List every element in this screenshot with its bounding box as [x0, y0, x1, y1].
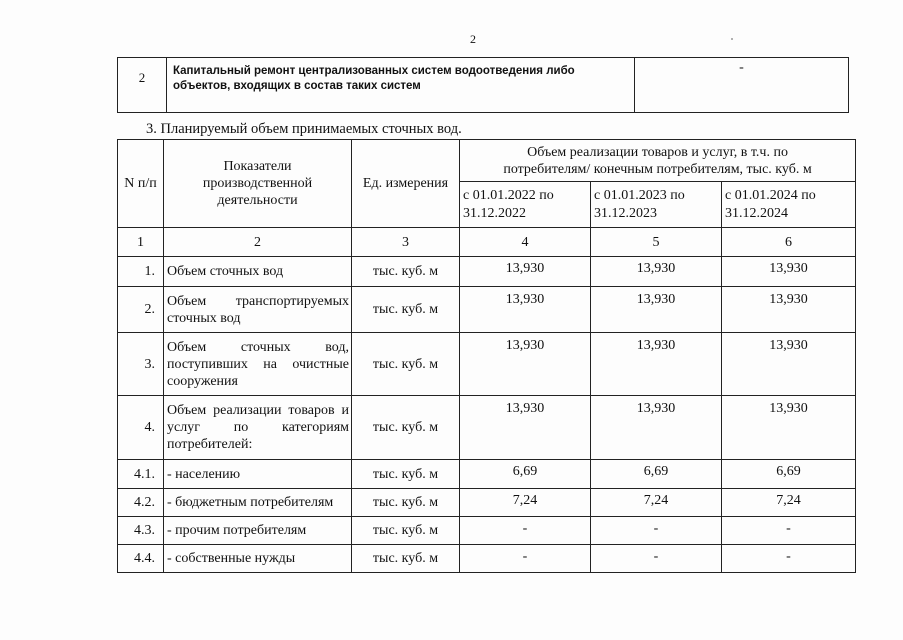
row-value: 13,930	[460, 396, 591, 460]
table-row	[118, 396, 856, 460]
header-period-2022: с 01.01.2022 по 31.12.2022	[460, 182, 591, 228]
row-value: 13,930	[722, 257, 856, 287]
row-unit: тыс. куб. м	[352, 257, 460, 287]
row-value: -	[591, 517, 722, 545]
column-number: 1	[118, 228, 164, 257]
row-name: - собственные нужды	[164, 545, 352, 573]
row-value: 13,930	[591, 257, 722, 287]
row-value: 7,24	[722, 489, 856, 517]
table-row	[118, 489, 856, 517]
table-row	[118, 287, 856, 333]
row-value: 7,24	[591, 489, 722, 517]
row-value: -	[591, 545, 722, 573]
row-index: 2.	[118, 287, 164, 333]
row-value: -	[635, 58, 849, 113]
column-number: 3	[352, 228, 460, 257]
row-index: 4.3.	[118, 517, 164, 545]
row-unit: тыс. куб. м	[352, 517, 460, 545]
row-value: -	[722, 517, 856, 545]
row-value: 13,930	[722, 396, 856, 460]
scan-artifact-dot	[731, 38, 733, 40]
header-volume: Объем реализации товаров и услуг, в т.ч. по потребителям/ конечным потребителям, тыс. куб. м	[460, 140, 856, 182]
column-number: 4	[460, 228, 591, 257]
row-value: 13,930	[722, 287, 856, 333]
header-period-2023: с 01.01.2023 по 31.12.2023	[591, 182, 722, 228]
row-index: 1.	[118, 257, 164, 287]
table-row	[118, 460, 856, 489]
row-value: 7,24	[460, 489, 591, 517]
header-row	[118, 140, 856, 182]
table-row	[118, 58, 849, 113]
header-unit: Ед. измерения	[352, 140, 460, 228]
previous-table-continuation	[117, 57, 849, 113]
row-unit: тыс. куб. м	[352, 460, 460, 489]
column-number: 2	[164, 228, 352, 257]
row-index: 4.1.	[118, 460, 164, 489]
row-name: - бюджетным потребителям	[164, 489, 352, 517]
row-name: Капитальный ремонт централизованных систем водоотведения либо объектов, входящих в состав таких систем	[167, 58, 635, 113]
row-value: -	[460, 517, 591, 545]
row-number: 2	[118, 58, 167, 113]
row-value: 6,69	[722, 460, 856, 489]
row-value: -	[722, 545, 856, 573]
row-index: 3.	[118, 333, 164, 396]
column-numbers-row	[118, 228, 856, 257]
table-row	[118, 257, 856, 287]
row-index: 4.2.	[118, 489, 164, 517]
column-number: 6	[722, 228, 856, 257]
row-unit: тыс. куб. м	[352, 333, 460, 396]
row-value: 13,930	[722, 333, 856, 396]
row-index: 4.4.	[118, 545, 164, 573]
table-row	[118, 333, 856, 396]
row-name: Объем сточных вод, поступивших на очистные сооружения	[164, 333, 352, 396]
row-value: 6,69	[460, 460, 591, 489]
row-value: 13,930	[460, 257, 591, 287]
row-unit: тыс. куб. м	[352, 545, 460, 573]
row-value: 13,930	[460, 287, 591, 333]
header-num: N п/п	[118, 140, 164, 228]
row-value: 13,930	[460, 333, 591, 396]
table-row	[118, 545, 856, 573]
row-name: Объем сточных вод	[164, 257, 352, 287]
row-index: 4.	[118, 396, 164, 460]
row-name: - населению	[164, 460, 352, 489]
wastewater-volume-table	[117, 139, 856, 573]
header-period-2024: с 01.01.2024 по 31.12.2024	[722, 182, 856, 228]
row-unit: тыс. куб. м	[352, 489, 460, 517]
header-indicator: Показатели производственной деятельности	[164, 140, 352, 228]
row-name: - прочим потребителям	[164, 517, 352, 545]
row-value: -	[460, 545, 591, 573]
section-title: 3. Планируемый объем принимаемых сточных вод.	[146, 121, 462, 137]
row-value: 13,930	[591, 396, 722, 460]
row-value: 6,69	[591, 460, 722, 489]
column-number: 5	[591, 228, 722, 257]
page-number: 2	[470, 32, 476, 46]
row-unit: тыс. куб. м	[352, 287, 460, 333]
row-name: Объем транспортируемых сточных вод	[164, 287, 352, 333]
row-unit: тыс. куб. м	[352, 396, 460, 460]
row-name: Объем реализации товаров и услуг по категориям потребителей:	[164, 396, 352, 460]
row-value: 13,930	[591, 333, 722, 396]
row-value: 13,930	[591, 287, 722, 333]
table-row	[118, 517, 856, 545]
